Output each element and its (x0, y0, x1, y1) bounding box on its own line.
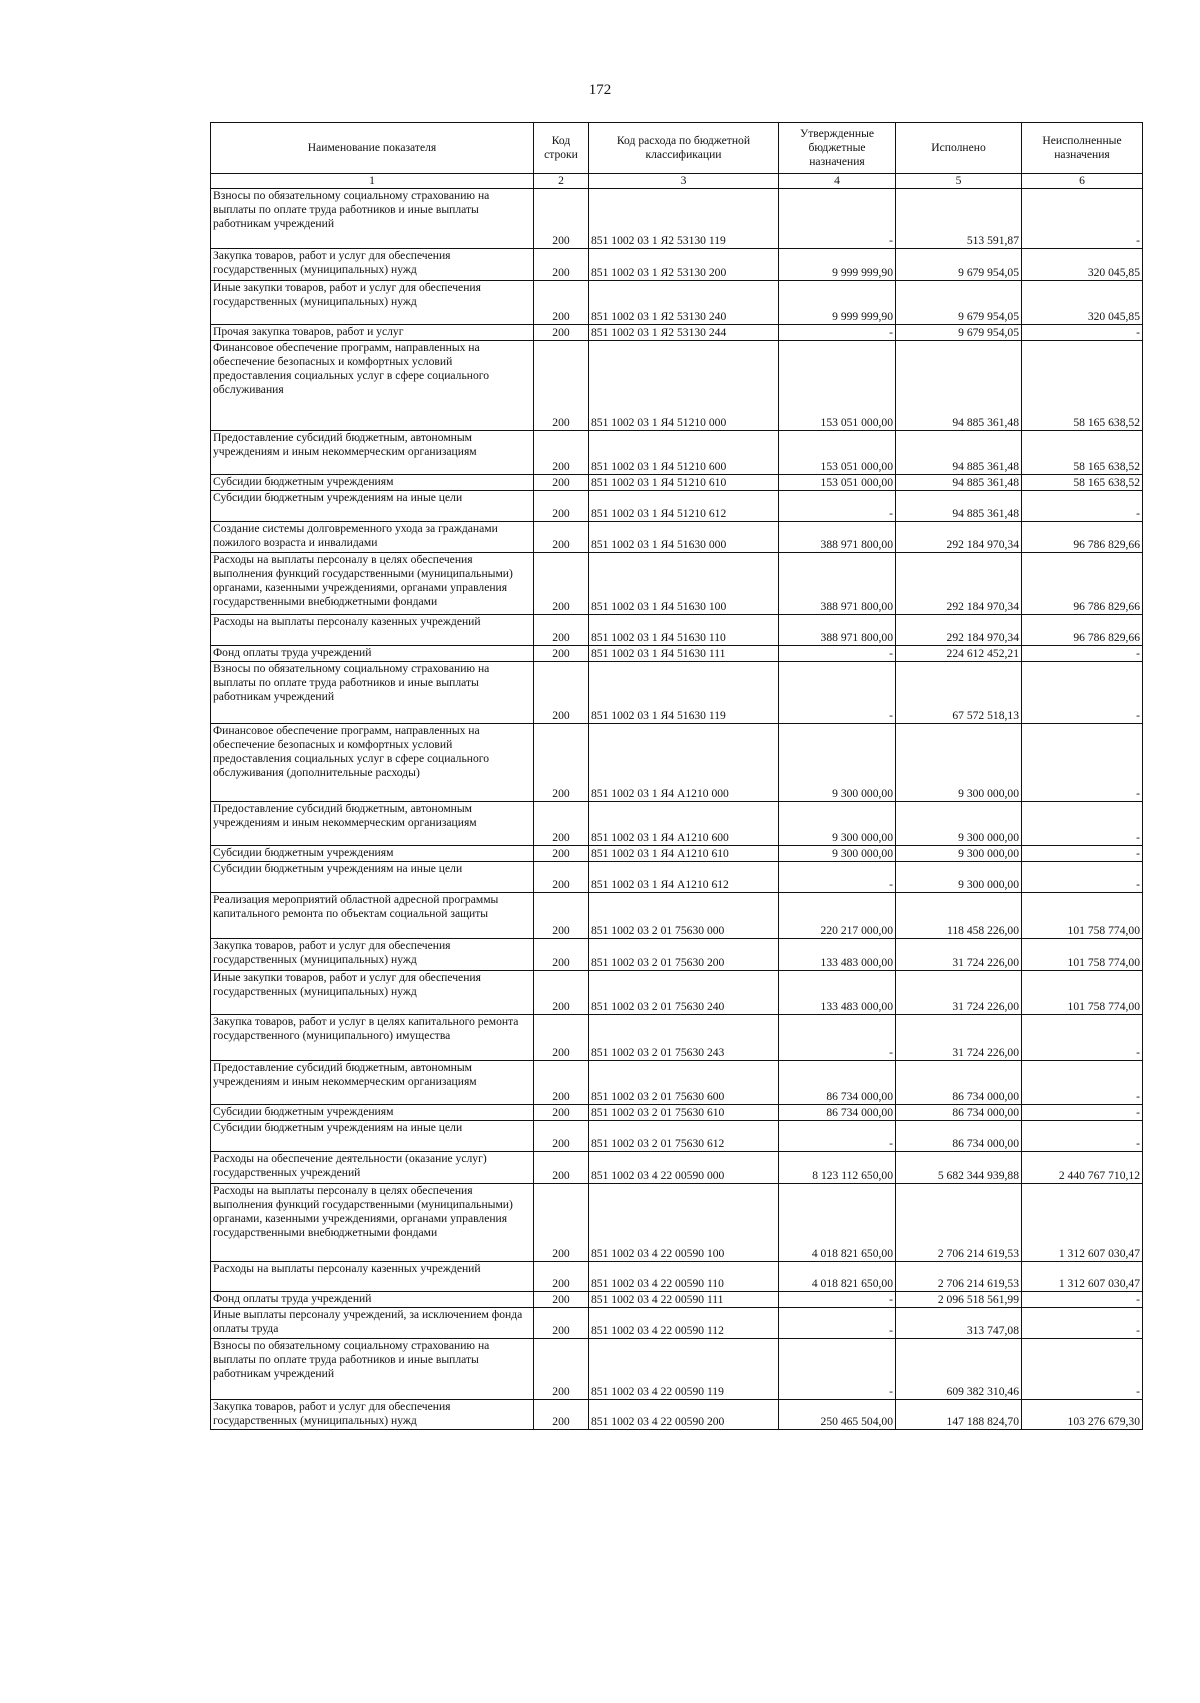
unexecuted-amount-cell: 101 758 774,00 (1022, 971, 1143, 1015)
table-row (211, 1400, 1143, 1430)
approved-amount-cell: - (779, 646, 896, 662)
classification-code-cell: 851 1002 03 1 Я4 51630 000 (589, 522, 779, 553)
classification-code-cell: 851 1002 03 4 22 00590 112 (589, 1308, 779, 1339)
indicator-name-cell: Финансовое обеспечение программ, направленных на обеспечение безопасных и комфортных условий предоставления социальных услуг в сфере социального обслуживания (211, 341, 534, 431)
approved-amount-cell: 220 217 000,00 (779, 893, 896, 939)
table-row (211, 971, 1143, 1015)
line-code-cell: 200 (534, 1015, 589, 1061)
unexecuted-amount-cell: 96 786 829,66 (1022, 615, 1143, 646)
line-code-cell: 200 (534, 1152, 589, 1184)
line-code-cell: 200 (534, 846, 589, 862)
unexecuted-amount-cell: - (1022, 1105, 1143, 1121)
indicator-name-cell: Финансовое обеспечение программ, направленных на обеспечение безопасных и комфортных условий предоставления социальных услуг в сфере социального обслуживания (дополнительные расходы) (211, 724, 534, 802)
approved-amount-cell: - (779, 325, 896, 341)
indicator-name-cell: Субсидии бюджетным учреждениям (211, 846, 534, 862)
executed-amount-cell: 9 300 000,00 (896, 846, 1022, 862)
table-row (211, 475, 1143, 491)
unexecuted-amount-cell: - (1022, 1121, 1143, 1152)
unexecuted-amount-cell: 58 165 638,52 (1022, 341, 1143, 431)
approved-amount-cell: 9 300 000,00 (779, 802, 896, 846)
line-code-cell: 200 (534, 1292, 589, 1308)
approved-amount-cell: 133 483 000,00 (779, 971, 896, 1015)
table-row (211, 1061, 1143, 1105)
line-code-cell: 200 (534, 475, 589, 491)
classification-code-cell: 851 1002 03 2 01 75630 200 (589, 939, 779, 971)
classification-code-cell: 851 1002 03 1 Я4 А1210 600 (589, 802, 779, 846)
classification-code-cell: 851 1002 03 2 01 75630 243 (589, 1015, 779, 1061)
table-row (211, 662, 1143, 724)
executed-amount-cell: 94 885 361,48 (896, 341, 1022, 431)
table-row (211, 862, 1143, 893)
unexecuted-amount-cell: - (1022, 862, 1143, 893)
indicator-name-cell: Закупка товаров, работ и услуг для обеспечения государственных (муниципальных) нужд (211, 249, 534, 281)
executed-amount-cell: 2 706 214 619,53 (896, 1262, 1022, 1292)
indicator-name-cell: Фонд оплаты труда учреждений (211, 646, 534, 662)
line-code-cell: 200 (534, 1061, 589, 1105)
line-code-cell: 200 (534, 491, 589, 522)
executed-amount-cell: 9 300 000,00 (896, 862, 1022, 893)
approved-amount-cell: 388 971 800,00 (779, 615, 896, 646)
line-code-cell: 200 (534, 553, 589, 615)
executed-amount-cell: 313 747,08 (896, 1308, 1022, 1339)
line-code-cell: 200 (534, 1121, 589, 1152)
approved-amount-cell: 133 483 000,00 (779, 939, 896, 971)
indicator-name-cell: Расходы на выплаты персоналу казенных учреждений (211, 1262, 534, 1292)
unexecuted-amount-cell: - (1022, 724, 1143, 802)
column-number: 6 (1022, 174, 1143, 189)
column-number-row (211, 174, 1143, 189)
classification-code-cell: 851 1002 03 1 Я4 51630 100 (589, 553, 779, 615)
approved-amount-cell: - (779, 1292, 896, 1308)
classification-code-cell: 851 1002 03 1 Я4 А1210 612 (589, 862, 779, 893)
unexecuted-amount-cell: 101 758 774,00 (1022, 939, 1143, 971)
indicator-name-cell: Субсидии бюджетным учреждениям на иные цели (211, 1121, 534, 1152)
classification-code-cell: 851 1002 03 2 01 75630 610 (589, 1105, 779, 1121)
approved-amount-cell: 4 018 821 650,00 (779, 1262, 896, 1292)
approved-amount-cell: 86 734 000,00 (779, 1061, 896, 1105)
classification-code-cell: 851 1002 03 1 Я4 51630 110 (589, 615, 779, 646)
executed-amount-cell: 292 184 970,34 (896, 522, 1022, 553)
approved-amount-cell: - (779, 1339, 896, 1400)
line-code-cell: 200 (534, 724, 589, 802)
indicator-name-cell: Прочая закупка товаров, работ и услуг (211, 325, 534, 341)
indicator-name-cell: Закупка товаров, работ и услуг в целях капитального ремонта государственного (муниципального) имущества (211, 1015, 534, 1061)
column-number: 1 (211, 174, 534, 189)
line-code-cell: 200 (534, 325, 589, 341)
table-row (211, 1184, 1143, 1262)
header-budget-classification-code: Код расхода по бюджетной классификации (589, 123, 779, 174)
indicator-name-cell: Фонд оплаты труда учреждений (211, 1292, 534, 1308)
approved-amount-cell: - (779, 662, 896, 724)
table-row (211, 1152, 1143, 1184)
indicator-name-cell: Субсидии бюджетным учреждениям (211, 1105, 534, 1121)
table-row (211, 325, 1143, 341)
line-code-cell: 200 (534, 1184, 589, 1262)
executed-amount-cell: 94 885 361,48 (896, 431, 1022, 475)
line-code-cell: 200 (534, 862, 589, 893)
unexecuted-amount-cell: 101 758 774,00 (1022, 893, 1143, 939)
classification-code-cell: 851 1002 03 4 22 00590 100 (589, 1184, 779, 1262)
table-row (211, 1292, 1143, 1308)
line-code-cell: 200 (534, 893, 589, 939)
indicator-name-cell: Взносы по обязательному социальному страхованию на выплаты по оплате труда работников и иные выплаты работникам учреждений (211, 662, 534, 724)
table-row (211, 1121, 1143, 1152)
column-number: 2 (534, 174, 589, 189)
line-code-cell: 200 (534, 341, 589, 431)
unexecuted-amount-cell: - (1022, 189, 1143, 249)
table-row (211, 553, 1143, 615)
executed-amount-cell: 2 706 214 619,53 (896, 1184, 1022, 1262)
unexecuted-amount-cell: 103 276 679,30 (1022, 1400, 1143, 1430)
executed-amount-cell: 94 885 361,48 (896, 475, 1022, 491)
approved-amount-cell: - (779, 1121, 896, 1152)
executed-amount-cell: 5 682 344 939,88 (896, 1152, 1022, 1184)
classification-code-cell: 851 1002 03 4 22 00590 000 (589, 1152, 779, 1184)
table-row (211, 1105, 1143, 1121)
unexecuted-amount-cell: 1 312 607 030,47 (1022, 1184, 1143, 1262)
table-row (211, 1339, 1143, 1400)
indicator-name-cell: Предоставление субсидий бюджетным, автономным учреждениям и иным некоммерческим организациям (211, 431, 534, 475)
unexecuted-amount-cell: - (1022, 646, 1143, 662)
indicator-name-cell: Расходы на выплаты персоналу в целях обеспечения выполнения функций государственными (муниципальными) органами, казенными учреждениями, органами управления государственными внебюджетными фондами (211, 553, 534, 615)
approved-amount-cell: - (779, 1308, 896, 1339)
line-code-cell: 200 (534, 249, 589, 281)
indicator-name-cell: Взносы по обязательному социальному страхованию на выплаты по оплате труда работников и иные выплаты работникам учреждений (211, 189, 534, 249)
executed-amount-cell: 9 300 000,00 (896, 802, 1022, 846)
approved-amount-cell: 250 465 504,00 (779, 1400, 896, 1430)
column-number: 5 (896, 174, 1022, 189)
line-code-cell: 200 (534, 1400, 589, 1430)
line-code-cell: 200 (534, 1262, 589, 1292)
executed-amount-cell: 9 300 000,00 (896, 724, 1022, 802)
approved-amount-cell: 8 123 112 650,00 (779, 1152, 896, 1184)
unexecuted-amount-cell: - (1022, 846, 1143, 862)
unexecuted-amount-cell: 320 045,85 (1022, 281, 1143, 325)
executed-amount-cell: 147 188 824,70 (896, 1400, 1022, 1430)
executed-amount-cell: 224 612 452,21 (896, 646, 1022, 662)
classification-code-cell: 851 1002 03 2 01 75630 612 (589, 1121, 779, 1152)
classification-code-cell: 851 1002 03 1 Я2 53130 119 (589, 189, 779, 249)
table-row (211, 939, 1143, 971)
table-row (211, 522, 1143, 553)
line-code-cell: 200 (534, 1339, 589, 1400)
classification-code-cell: 851 1002 03 2 01 75630 240 (589, 971, 779, 1015)
executed-amount-cell: 118 458 226,00 (896, 893, 1022, 939)
table-row (211, 724, 1143, 802)
table-row (211, 802, 1143, 846)
executed-amount-cell: 31 724 226,00 (896, 939, 1022, 971)
header-row (211, 123, 1143, 174)
classification-code-cell: 851 1002 03 1 Я2 53130 200 (589, 249, 779, 281)
indicator-name-cell: Создание системы долговременного ухода за гражданами пожилого возраста и инвалидами (211, 522, 534, 553)
approved-amount-cell: 153 051 000,00 (779, 341, 896, 431)
table-row (211, 1015, 1143, 1061)
approved-amount-cell: - (779, 1015, 896, 1061)
executed-amount-cell: 31 724 226,00 (896, 1015, 1022, 1061)
approved-amount-cell: 9 999 999,90 (779, 249, 896, 281)
line-code-cell: 200 (534, 939, 589, 971)
approved-amount-cell: - (779, 491, 896, 522)
executed-amount-cell: 9 679 954,05 (896, 249, 1022, 281)
approved-amount-cell: 9 300 000,00 (779, 724, 896, 802)
unexecuted-amount-cell: 96 786 829,66 (1022, 553, 1143, 615)
approved-amount-cell: 86 734 000,00 (779, 1105, 896, 1121)
line-code-cell: 200 (534, 522, 589, 553)
unexecuted-amount-cell: - (1022, 1061, 1143, 1105)
classification-code-cell: 851 1002 03 1 Я2 53130 240 (589, 281, 779, 325)
approved-amount-cell: 9 999 999,90 (779, 281, 896, 325)
indicator-name-cell: Иные выплаты персоналу учреждений, за исключением фонда оплаты труда (211, 1308, 534, 1339)
classification-code-cell: 851 1002 03 1 Я4 51210 612 (589, 491, 779, 522)
classification-code-cell: 851 1002 03 2 01 75630 600 (589, 1061, 779, 1105)
line-code-cell: 200 (534, 802, 589, 846)
unexecuted-amount-cell: 2 440 767 710,12 (1022, 1152, 1143, 1184)
classification-code-cell: 851 1002 03 1 Я4 А1210 610 (589, 846, 779, 862)
classification-code-cell: 851 1002 03 1 Я4 51210 600 (589, 431, 779, 475)
executed-amount-cell: 292 184 970,34 (896, 553, 1022, 615)
executed-amount-cell: 292 184 970,34 (896, 615, 1022, 646)
unexecuted-amount-cell: 1 312 607 030,47 (1022, 1262, 1143, 1292)
line-code-cell: 200 (534, 189, 589, 249)
approved-amount-cell: 153 051 000,00 (779, 431, 896, 475)
approved-amount-cell: 153 051 000,00 (779, 475, 896, 491)
unexecuted-amount-cell: - (1022, 1339, 1143, 1400)
table-row (211, 341, 1143, 431)
approved-amount-cell: 388 971 800,00 (779, 522, 896, 553)
header-line-code: Код строки (534, 123, 589, 174)
header-executed: Исполнено (896, 123, 1022, 174)
unexecuted-amount-cell: - (1022, 1292, 1143, 1308)
line-code-cell: 200 (534, 1105, 589, 1121)
approved-amount-cell: - (779, 862, 896, 893)
column-number: 3 (589, 174, 779, 189)
indicator-name-cell: Предоставление субсидий бюджетным, автономным учреждениям и иным некоммерческим организациям (211, 802, 534, 846)
indicator-name-cell: Реализация мероприятий областной адресной программы капитального ремонта по объектам социальной защиты (211, 893, 534, 939)
line-code-cell: 200 (534, 281, 589, 325)
unexecuted-amount-cell: - (1022, 491, 1143, 522)
unexecuted-amount-cell: - (1022, 1308, 1143, 1339)
classification-code-cell: 851 1002 03 1 Я4 А1210 000 (589, 724, 779, 802)
executed-amount-cell: 31 724 226,00 (896, 971, 1022, 1015)
executed-amount-cell: 9 679 954,05 (896, 281, 1022, 325)
unexecuted-amount-cell: - (1022, 325, 1143, 341)
header-unexecuted-assignments: Неисполненные назначения (1022, 123, 1143, 174)
unexecuted-amount-cell: 96 786 829,66 (1022, 522, 1143, 553)
indicator-name-cell: Предоставление субсидий бюджетным, автономным учреждениям и иным некоммерческим организациям (211, 1061, 534, 1105)
approved-amount-cell: - (779, 189, 896, 249)
table-row (211, 431, 1143, 475)
line-code-cell: 200 (534, 971, 589, 1015)
classification-code-cell: 851 1002 03 1 Я4 51210 000 (589, 341, 779, 431)
executed-amount-cell: 86 734 000,00 (896, 1061, 1022, 1105)
indicator-name-cell: Расходы на выплаты персоналу в целях обеспечения выполнения функций государственными (муниципальными) органами, казенными учреждениями, органами управления государственными внебюджетными фондами (211, 1184, 534, 1262)
table-row (211, 893, 1143, 939)
classification-code-cell: 851 1002 03 1 Я2 53130 244 (589, 325, 779, 341)
line-code-cell: 200 (534, 431, 589, 475)
table-row (211, 846, 1143, 862)
table-row (211, 249, 1143, 281)
classification-code-cell: 851 1002 03 2 01 75630 000 (589, 893, 779, 939)
indicator-name-cell: Взносы по обязательному социальному страхованию на выплаты по оплате труда работников и иные выплаты работникам учреждений (211, 1339, 534, 1400)
executed-amount-cell: 86 734 000,00 (896, 1105, 1022, 1121)
executed-amount-cell: 67 572 518,13 (896, 662, 1022, 724)
executed-amount-cell: 2 096 518 561,99 (896, 1292, 1022, 1308)
budget-execution-table (210, 122, 1143, 1430)
indicator-name-cell: Иные закупки товаров, работ и услуг для обеспечения государственных (муниципальных) нужд (211, 971, 534, 1015)
unexecuted-amount-cell: - (1022, 802, 1143, 846)
executed-amount-cell: 513 591,87 (896, 189, 1022, 249)
column-number: 4 (779, 174, 896, 189)
indicator-name-cell: Иные закупки товаров, работ и услуг для обеспечения государственных (муниципальных) нужд (211, 281, 534, 325)
classification-code-cell: 851 1002 03 4 22 00590 119 (589, 1339, 779, 1400)
header-approved-assignments: Утвержденные бюджетные назначения (779, 123, 896, 174)
classification-code-cell: 851 1002 03 4 22 00590 200 (589, 1400, 779, 1430)
table-row (211, 1262, 1143, 1292)
table-body (211, 189, 1143, 1430)
classification-code-cell: 851 1002 03 4 22 00590 110 (589, 1262, 779, 1292)
approved-amount-cell: 4 018 821 650,00 (779, 1184, 896, 1262)
unexecuted-amount-cell: 58 165 638,52 (1022, 475, 1143, 491)
header-indicator-name: Наименование показателя (211, 123, 534, 174)
executed-amount-cell: 94 885 361,48 (896, 491, 1022, 522)
indicator-name-cell: Субсидии бюджетным учреждениям (211, 475, 534, 491)
table-row (211, 189, 1143, 249)
table-row (211, 646, 1143, 662)
unexecuted-amount-cell: - (1022, 1015, 1143, 1061)
classification-code-cell: 851 1002 03 4 22 00590 111 (589, 1292, 779, 1308)
line-code-cell: 200 (534, 662, 589, 724)
page-number: 172 (588, 82, 612, 98)
line-code-cell: 200 (534, 615, 589, 646)
line-code-cell: 200 (534, 646, 589, 662)
indicator-name-cell: Субсидии бюджетным учреждениям на иные цели (211, 491, 534, 522)
indicator-name-cell: Закупка товаров, работ и услуг для обеспечения государственных (муниципальных) нужд (211, 1400, 534, 1430)
executed-amount-cell: 86 734 000,00 (896, 1121, 1022, 1152)
executed-amount-cell: 9 679 954,05 (896, 325, 1022, 341)
indicator-name-cell: Субсидии бюджетным учреждениям на иные цели (211, 862, 534, 893)
approved-amount-cell: 388 971 800,00 (779, 553, 896, 615)
approved-amount-cell: 9 300 000,00 (779, 846, 896, 862)
classification-code-cell: 851 1002 03 1 Я4 51630 111 (589, 646, 779, 662)
unexecuted-amount-cell: 58 165 638,52 (1022, 431, 1143, 475)
indicator-name-cell: Расходы на выплаты персоналу казенных учреждений (211, 615, 534, 646)
classification-code-cell: 851 1002 03 1 Я4 51630 119 (589, 662, 779, 724)
classification-code-cell: 851 1002 03 1 Я4 51210 610 (589, 475, 779, 491)
unexecuted-amount-cell: - (1022, 662, 1143, 724)
unexecuted-amount-cell: 320 045,85 (1022, 249, 1143, 281)
table-row (211, 281, 1143, 325)
executed-amount-cell: 609 382 310,46 (896, 1339, 1022, 1400)
indicator-name-cell: Закупка товаров, работ и услуг для обеспечения государственных (муниципальных) нужд (211, 939, 534, 971)
table-row (211, 1308, 1143, 1339)
line-code-cell: 200 (534, 1308, 589, 1339)
table-row (211, 615, 1143, 646)
indicator-name-cell: Расходы на обеспечение деятельности (оказание услуг) государственных учреждений (211, 1152, 534, 1184)
table-row (211, 491, 1143, 522)
